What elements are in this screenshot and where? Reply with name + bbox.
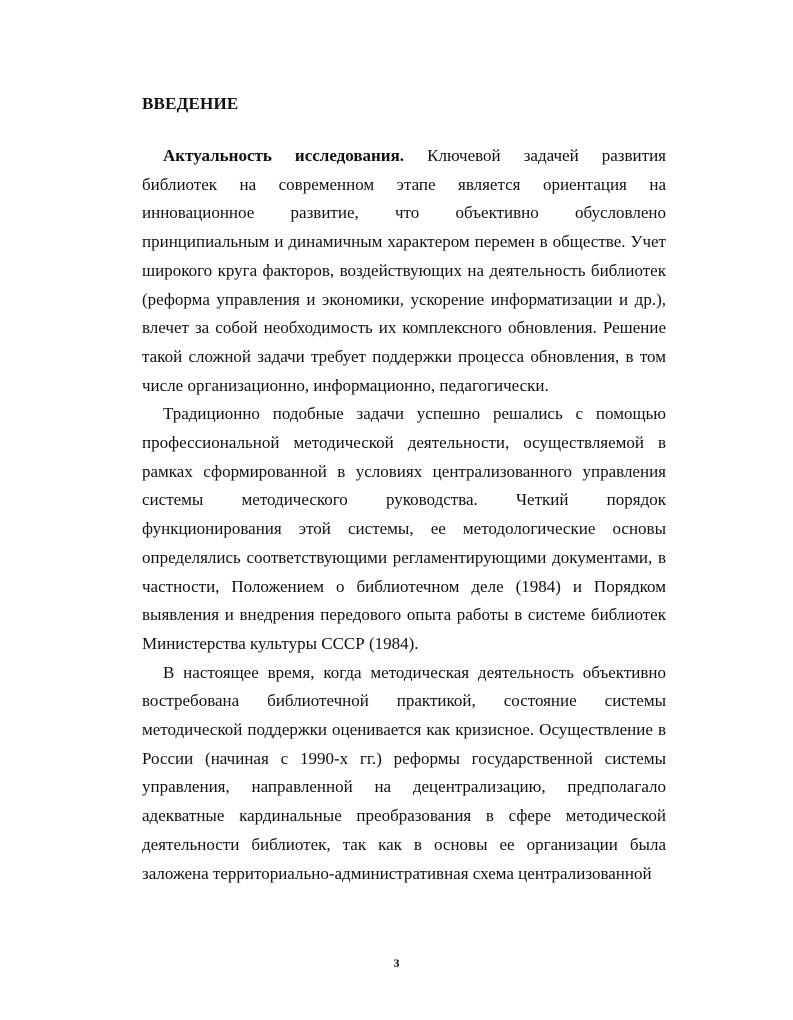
paragraph-current: В настоящее время, когда методическая деятельность объективно востребована библиотечной практикой, состояние системы методической поддержки оценивается как кризисное. Осуществление в России (начиная с 1990-х гг.) реформы государственной системы управления, направленной на децентрализацию, предполагало адекватные кардинальные преобразования в сфере методической деятельности библиотек, так как в основы ее организации была заложена территориально-административная схема централизованной [142, 662, 666, 883]
paragraph-relevance [142, 142, 666, 400]
paragraph-traditional: Традиционно подобные задачи успешно решались с помощью профессиональной методической деятельности, осуществляемой в рамках сформированной в условиях централизованного управления системы методического руководства. Четкий порядок функционирования этой системы, ее методологические основы определялись соответствующими регламентирующими документами, в частности, Положением о библиотечном деле (1984) и Порядком выявления и внедрения передового опыта работы в системе библиотек Министерства культуры СССР (1984). [142, 404, 666, 653]
page-number: 3 [393, 956, 400, 970]
page-heading: ВВЕДЕНИЕ [142, 94, 239, 113]
document-body [142, 142, 666, 888]
paragraph-lead-bold: Актуальность исследования. [163, 146, 405, 165]
paragraph-relevance-text: Ключевой задачей развития библиотек на современном этапе является ориентация на инновационное развитие, что объективно обусловлено принципиальным и динамичным характером перемен в обществе. Учет широкого круга факторов, воздействующих на деятельность библиотек (реформа управления и экономики, ускорение информатизации и др.), влечет за собой необходимость их комплексного обновления. Решение такой сложной задачи требует поддержки процесса обновления, в том числе организационно, информационно, педагогически. [142, 146, 666, 395]
